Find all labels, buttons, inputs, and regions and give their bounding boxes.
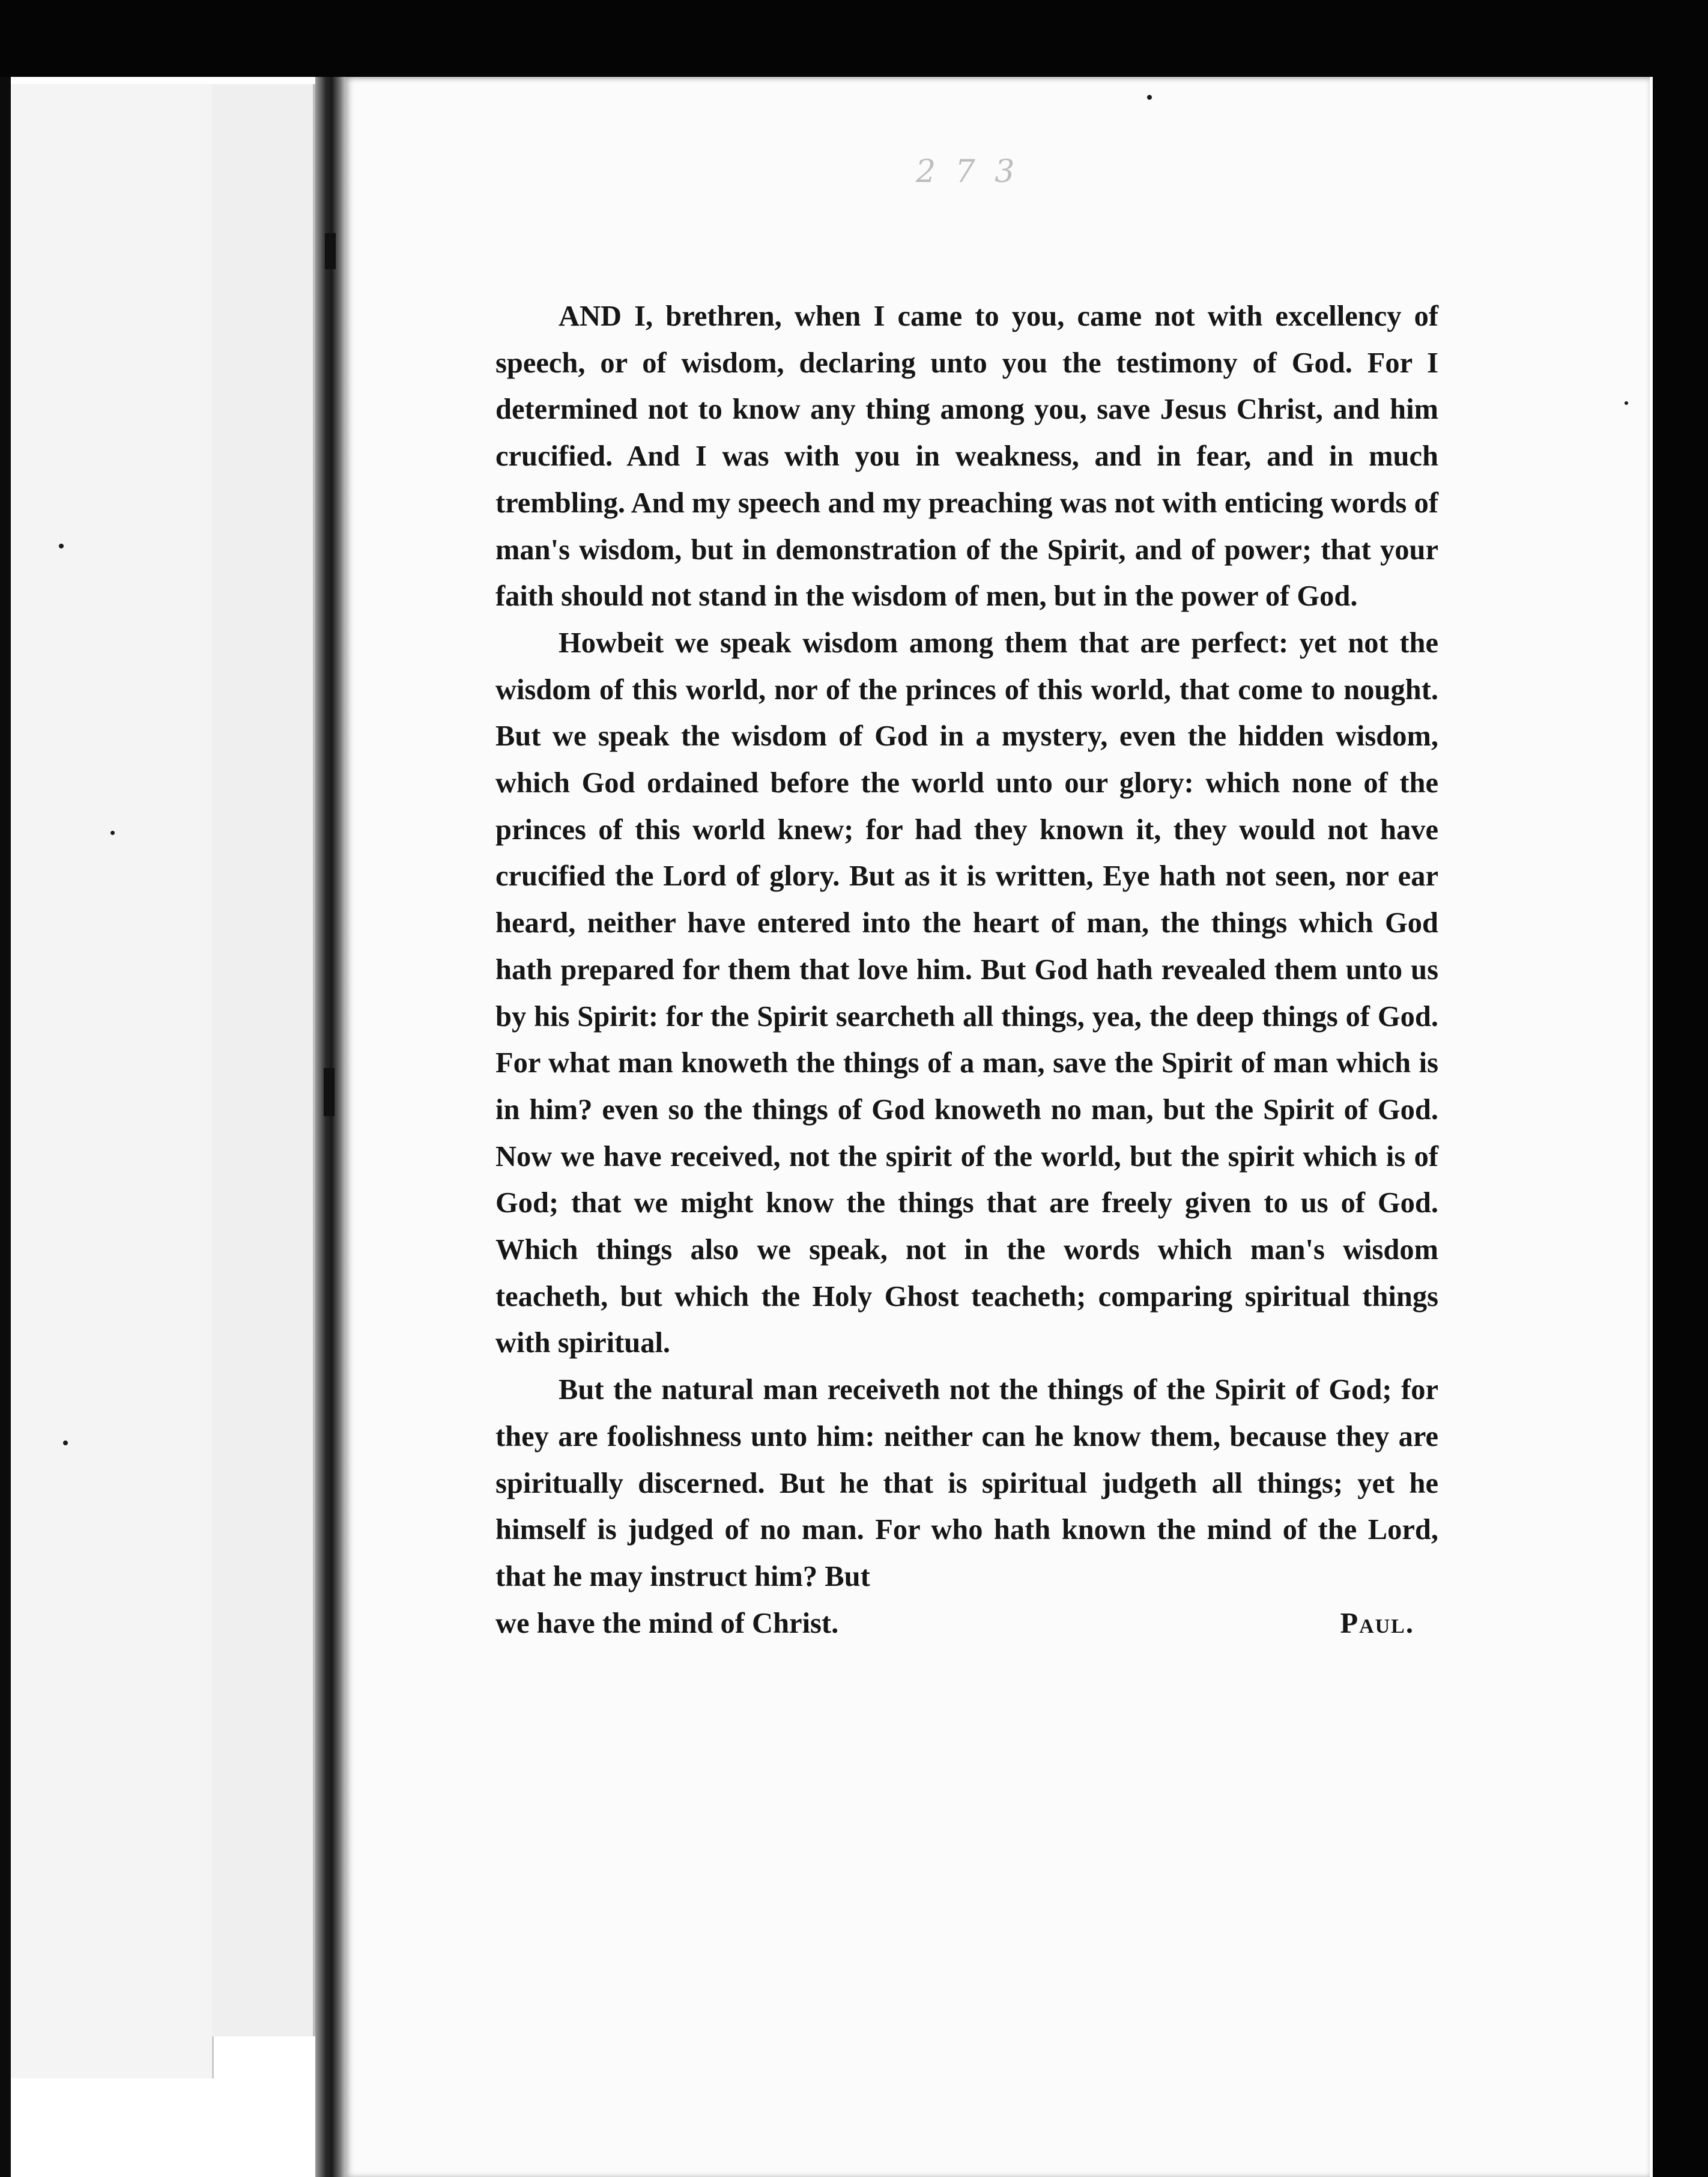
printed-page	[345, 77, 1650, 2177]
paragraph-1: AND I, brethren, when I came to you, came not with excellency of speech, or of wisdom, declaring unto you the testimony of God. For I determined not to know any thing among you, save Jesus Christ, and him crucified. And I was with you in weakness, and in fear, and in much trembling. And my speech and my preaching was not with enticing words of man's wisdom, but in demonstration of the Spirit, and of power; that your faith should not stand in the wisdom of men, but in the power of God.	[495, 300, 1438, 613]
book-cover-panel	[11, 84, 214, 2078]
dust-speck	[1625, 401, 1628, 405]
scanner-bed-right	[1653, 0, 1708, 2177]
scripture-text-block	[495, 293, 1438, 1647]
dust-speck	[111, 831, 115, 835]
author-signature: Paul.	[1340, 1607, 1414, 1639]
flyleaf-panel	[212, 84, 315, 2036]
closing-line	[495, 1600, 1438, 1647]
dust-speck	[63, 1441, 68, 1445]
paragraph-2: Howbeit we speak wisdom among them that are perfect: yet not the wisdom of this world, nor of the princes of this world, that come to nought. But we speak the wisdom of God in a mystery, even the hidden wisdom, which God ordained before the world unto our glory: which none of the princes of this world knew; for had they known it, they would not have crucified the Lord of glory. But as it is written, Eye hath not seen, nor ear heard, neither have entered into the heart of man, the things which God hath prepared for them that love him. But God hath revealed them unto us by his Spirit: for the Spirit searcheth all things, yea, the deep things of God. For what man knoweth the things of a man, save the Spirit of man which is in him? even so the things of God knoweth no man, but the Spirit of God. Now we have received, not the spirit of the world, but the spirit which is of God; that we might know the things that are freely given to us of God. Which things also we speak, not in the words which man's wisdom teacheth, but which the Holy Ghost teacheth; comparing spiritual things with spiritual.	[495, 627, 1438, 1359]
spine-shadow	[325, 233, 336, 269]
closing-text: we have the mind of Christ.	[495, 1607, 839, 1639]
paragraph-3: But the natural man receiveth not the things of the Spirit of God; for they are foolishness unto him: neither can he know them, because they are spiritually discerned. But he that is spiritual judgeth all things; yet he himself is judged of no man. For who hath known the mind of the Lord, that he may instruct him? But	[495, 1374, 1438, 1593]
dust-speck	[1147, 95, 1152, 100]
pencil-page-annotation: 2 7 3	[916, 154, 1020, 190]
scanner-bed-left	[0, 77, 11, 2177]
spine-shadow	[324, 1068, 335, 1116]
dust-speck	[59, 544, 64, 548]
scanner-bed-top	[0, 0, 1708, 77]
book-spine	[315, 77, 345, 2177]
